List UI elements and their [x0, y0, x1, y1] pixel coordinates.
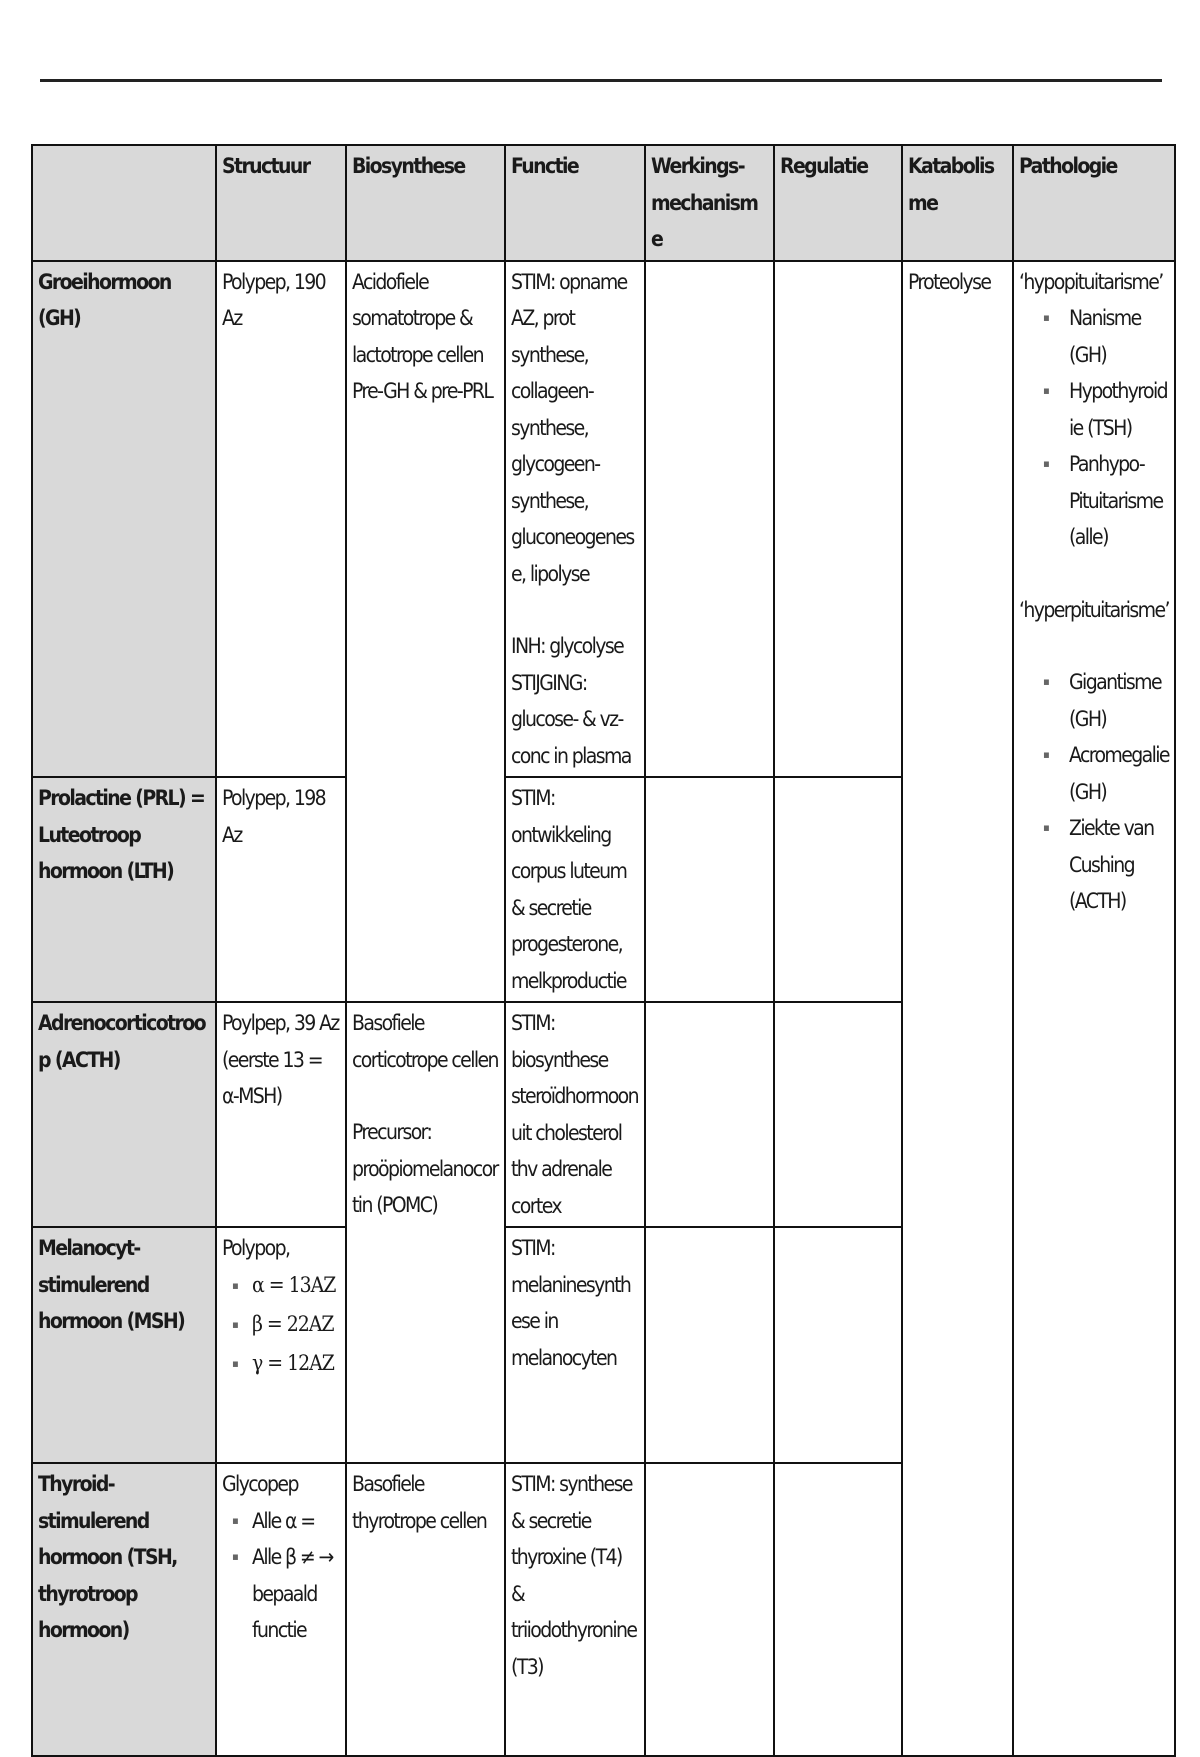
structuur-msh-title: Polypop,: [222, 1236, 290, 1260]
werkingsmechanisme-gh: [645, 261, 774, 778]
structuur-tsh: [216, 1463, 346, 1756]
list-item: ▪ Ziekte van Cushing (ACTH): [1019, 810, 1169, 920]
structuur-msh-list: [222, 1273, 340, 1376]
biosynthese-acth-msh: [346, 1002, 505, 1463]
header-katabolisme: Katabolisme: [902, 145, 1013, 261]
structuur-msh: [216, 1227, 346, 1463]
list-item: ▪ γ = 12AZ: [222, 1351, 340, 1376]
list-item: ▪ Alle α =: [222, 1503, 340, 1540]
row-name-prl: Prolactine (PRL) = Luteotroop hormoon (LTH): [32, 777, 216, 1002]
pathologie-cell: [1013, 261, 1175, 1757]
structuur-tsh-title: Glycopep: [222, 1472, 298, 1496]
list-item: ▪ Gigantisme (GH): [1019, 664, 1169, 737]
pathologie-hyper-list: [1019, 664, 1169, 920]
regulatie-acth: [774, 1002, 902, 1227]
regulatie-msh: [774, 1227, 902, 1463]
list-item: ▪ α = 13AZ: [222, 1273, 340, 1298]
regulatie-prl: [774, 777, 902, 1002]
werkingsmechanisme-prl: [645, 777, 774, 1002]
header-biosynthese: Biosynthese: [346, 145, 505, 261]
werkingsmechanisme-acth: [645, 1002, 774, 1227]
functie-msh: STIM: melaninesynthese in melanocyten: [505, 1227, 645, 1463]
list-item: ▪ Nanisme (GH): [1019, 300, 1169, 373]
biosynthese-acth-line2: Precursor: proöpiomelanocortin (POMC): [352, 1120, 498, 1217]
pathologie-hyper-title: ‘hyperpituitarisme’: [1019, 597, 1169, 622]
functie-gh-stijging: STIJGING: glucose- & vz-conc in plasma: [511, 670, 631, 768]
regulatie-gh: [774, 261, 902, 778]
table-row-gh: [32, 261, 1175, 778]
pathologie-hypo-title: ‘hypopituitarisme’: [1019, 269, 1163, 294]
functie-gh-inh: INH: glycolyse: [511, 634, 624, 658]
header-functie: Functie: [505, 145, 645, 261]
header-pathologie: Pathologie: [1013, 145, 1175, 261]
biosynthese-tsh: Basofiele thyrotrope cellen: [346, 1463, 505, 1756]
list-item: ▪ β = 22AZ: [222, 1312, 340, 1337]
header-werkingsmechanisme: Werkings-mechanisme: [645, 145, 774, 261]
biosynthese-gh-line1: Acidofiele somatotrope & lactotrope cellen: [352, 269, 483, 367]
list-item: ▪ Acromegalie (GH): [1019, 737, 1169, 810]
header-structuur: Structuur: [216, 145, 346, 261]
structuur-tsh-list: [222, 1503, 340, 1649]
structuur-acth: Poylpep, 39 Az (eerste 13 = α-MSH): [216, 1002, 346, 1227]
katabolisme-cell: Proteolyse: [902, 261, 1013, 1757]
functie-acth: STIM: biosynthese steroïdhormoon uit cholesterol thv adrenale cortex: [505, 1002, 645, 1227]
header-row: [32, 145, 1175, 261]
functie-gh: [505, 261, 645, 778]
row-name-tsh: Thyroid-stimulerend hormoon (TSH, thyrotroop hormoon): [32, 1463, 216, 1756]
biosynthese-gh-line2: Pre-GH & pre-PRL: [352, 379, 493, 403]
row-name-msh: Melanocyt-stimulerend hormoon (MSH): [32, 1227, 216, 1463]
header-rule: [40, 79, 1162, 82]
werkingsmechanisme-msh: [645, 1227, 774, 1463]
functie-gh-stim: STIM: opname AZ, prot synthese, collageen-synthese, glycogeen-synthese, gluconeogenese, lipolyse: [511, 269, 634, 586]
structuur-gh: Polypep, 190 Az: [216, 261, 346, 778]
biosynthese-acth-line1: Basofiele corticotrope cellen: [352, 1011, 498, 1072]
list-item: ▪ Alle β ≠ → bepaald functie: [222, 1539, 340, 1649]
row-name-gh: Groeihormoon (GH): [32, 261, 216, 778]
functie-prl: STIM: ontwikkeling corpus luteum & secretie progesterone, melkproductie: [505, 777, 645, 1002]
regulatie-tsh: [774, 1463, 902, 1756]
structuur-prl: Polypep, 198 Az: [216, 777, 346, 1002]
list-item: ▪ Hypothyroidie (TSH): [1019, 373, 1169, 446]
header-empty: [32, 145, 216, 261]
list-item: ▪ Panhypo-Pituitarisme (alle): [1019, 446, 1169, 556]
functie-tsh: STIM: synthese & secretie thyroxine (T4) & triiodothyronine (T3): [505, 1463, 645, 1756]
hormone-table: [31, 144, 1176, 1757]
pathologie-hypo-list: [1019, 300, 1169, 556]
row-name-acth: Adrenocorticotroop (ACTH): [32, 1002, 216, 1227]
biosynthese-gh-prl: [346, 261, 505, 1003]
werkingsmechanisme-tsh: [645, 1463, 774, 1756]
header-regulatie: Regulatie: [774, 145, 902, 261]
